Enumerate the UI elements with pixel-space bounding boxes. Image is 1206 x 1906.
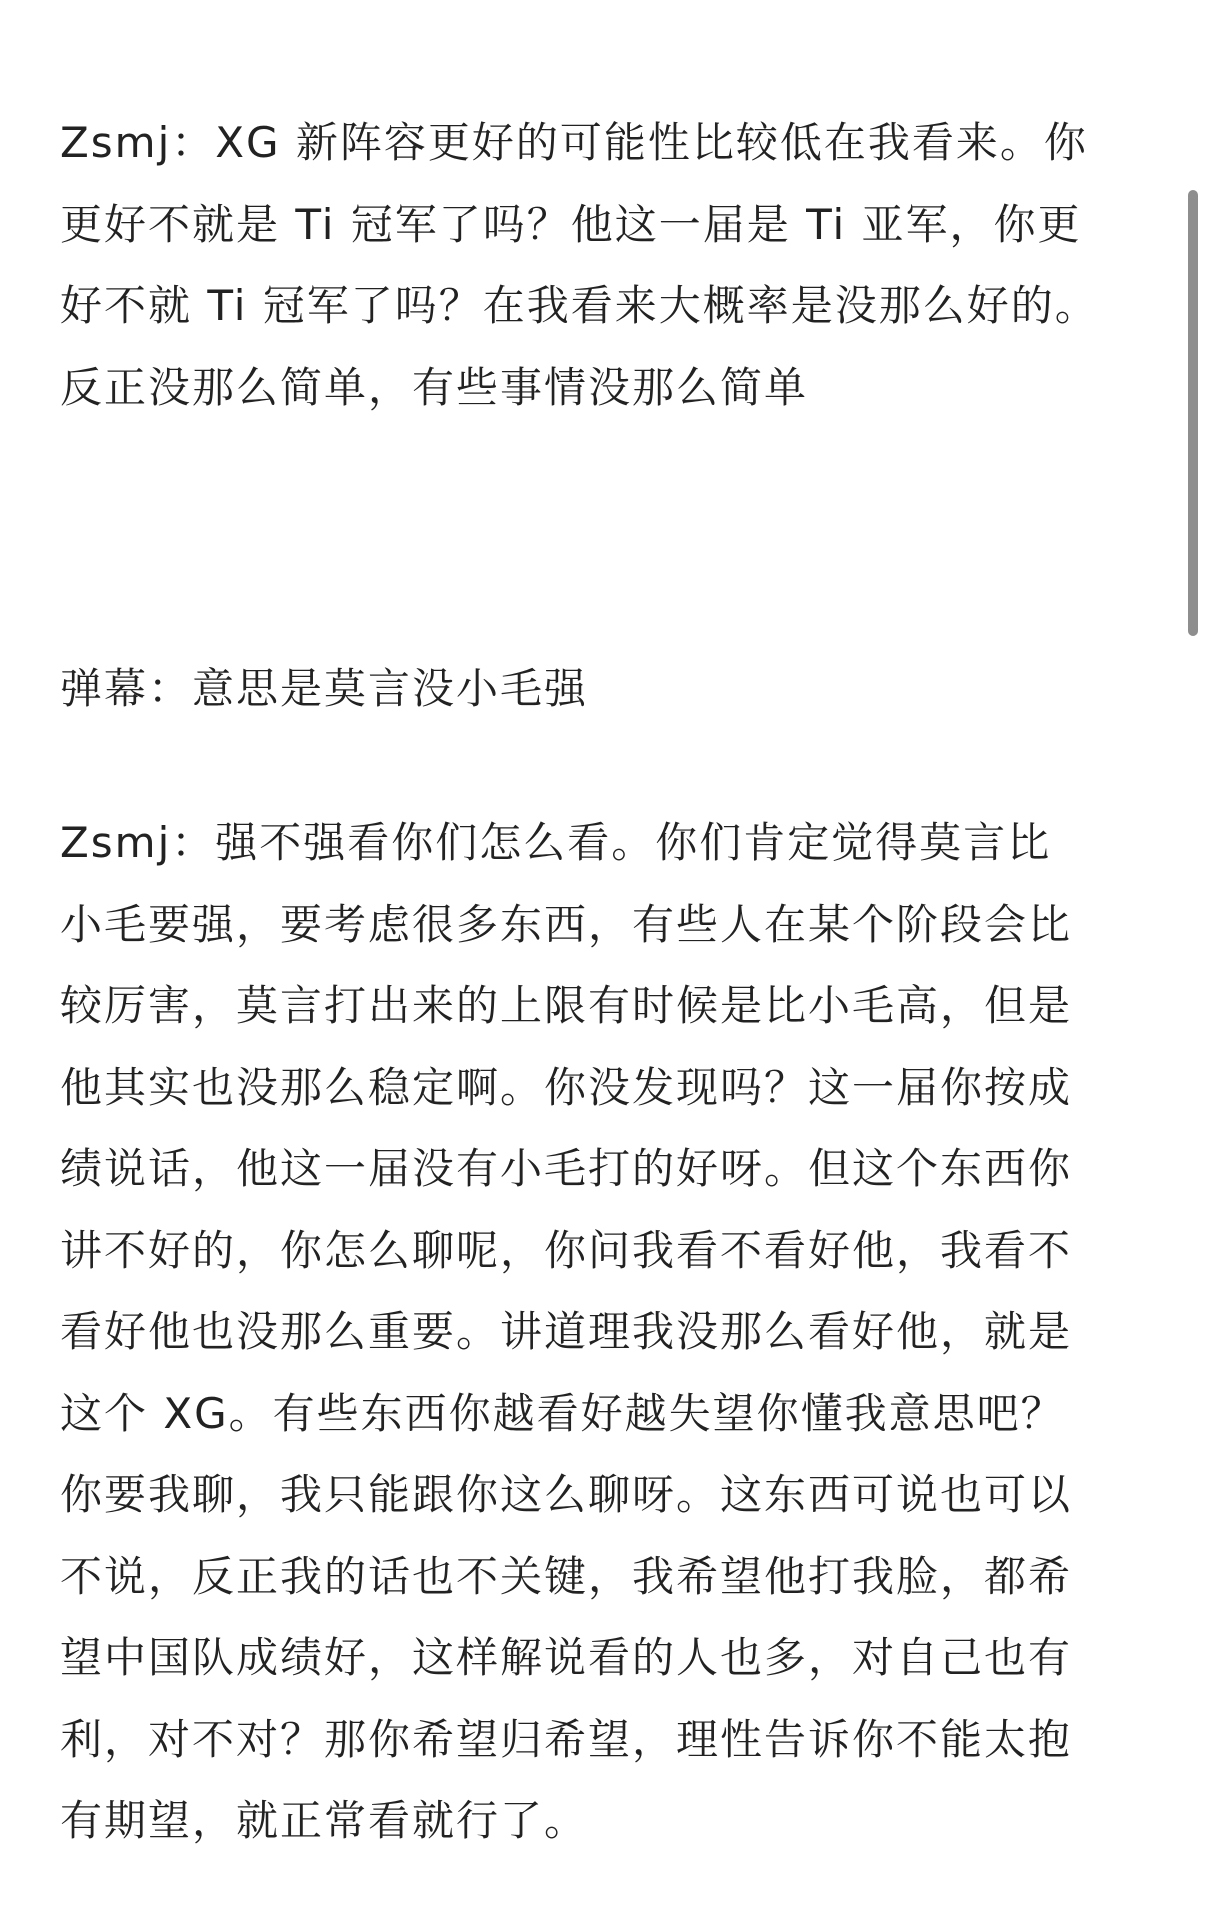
paragraph-danmaku [60,648,1145,730]
paragraph-zsmj-reply [60,802,1145,1862]
text-line: 好不就 Ti 冠军了吗？在我看来大概率是没那么好的。 [60,281,1099,330]
text-line: Zsmj：强不强看你们怎么看。你们肯定觉得莫言比 [60,818,1052,867]
text-line: 有期望，就正常看就行了。 [60,1796,589,1845]
text-line: 他其实也没那么稳定啊。你没发现吗？这一届你按成 [60,1062,1073,1112]
text-line: 更好不就是 Ti 冠军了吗？他这一届是 Ti 亚军，你更 [60,199,1082,249]
text-line: 讲不好的，你怎么聊呢，你问我看不看好他，我看不 [60,1225,1073,1275]
text-line: 弹幕：意思是莫言没小毛强 [60,664,589,713]
text-line: 较厉害，莫言打出来的上限有时候是比小毛高，但是 [60,981,1073,1030]
vertical-scrollbar[interactable] [1186,0,1200,1906]
text-line: 你要我聊，我只能跟你这么聊呀。这东西可说也可以 [60,1470,1073,1519]
text-line: 不说，反正我的话也不关键，我希望他打我脸，都希 [60,1551,1073,1601]
text-line: 绩说话，他这一届没有小毛打的好呀。但这个东西你 [60,1144,1073,1193]
text-line: 看好他也没那么重要。讲道理我没那么看好他，就是 [60,1307,1073,1356]
text-line: Zsmj：XG 新阵容更好的可能性比较低在我看来。你 [60,118,1088,167]
text-line: 反正没那么简单，有些事情没那么简单 [60,362,809,412]
paragraph-zsmj-lineup [60,102,1145,428]
text-line: 望中国队成绩好，这样解说看的人也多，对自己也有 [60,1633,1073,1682]
text-line: 利，对不对？那你希望归希望，理性告诉你不能太抱 [60,1714,1073,1764]
text-line: 小毛要强，要考虑很多东西，有些人在某个阶段会比 [60,899,1073,949]
scrollbar-thumb[interactable] [1188,190,1198,636]
text-line: 这个 XG。有些东西你越看好越失望你懂我意思吧？ [60,1388,1065,1438]
